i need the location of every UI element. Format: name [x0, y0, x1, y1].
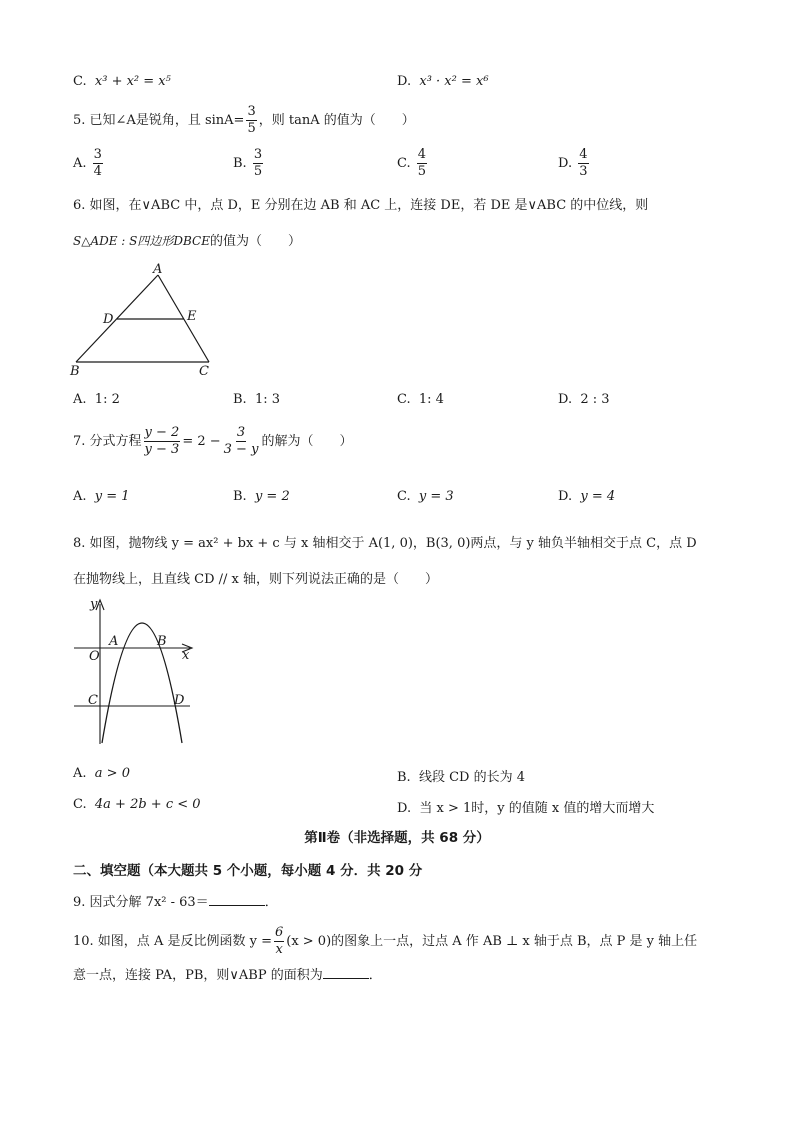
q9-end: ．	[264, 895, 278, 910]
q5-option-c	[397, 147, 429, 180]
option-label: A.	[73, 489, 87, 504]
q5-number: 5.	[73, 113, 86, 128]
option-text: 4a + 2b + c < 0	[94, 797, 201, 812]
denominator: 3	[579, 164, 588, 179]
q7-lhs-fraction	[144, 425, 181, 458]
q9-stem	[73, 891, 278, 910]
q10-stem-line2	[73, 964, 382, 983]
option-label: D.	[558, 392, 573, 407]
option-label: C.	[73, 797, 87, 812]
q10-end: ．	[368, 968, 382, 983]
q9-answer-blank[interactable]	[209, 893, 265, 906]
q7-prefix: 7. 分式方程	[73, 434, 142, 449]
q10-answer-blank[interactable]	[323, 966, 369, 979]
option-text: y = 1	[94, 489, 130, 504]
option-fraction	[93, 147, 103, 180]
section-heading: 二、填空题（本大题共 5 个小题，每小题 4 分．共 20 分	[73, 863, 423, 879]
section-title: 第Ⅱ卷（非选择题，共 68 分）	[304, 830, 490, 846]
label-y: y	[90, 597, 98, 612]
option-label: D.	[397, 74, 412, 89]
option-label: D.	[558, 156, 573, 171]
q7-stem	[73, 425, 352, 458]
option-label: B.	[233, 156, 247, 171]
q5-option-d	[558, 147, 591, 180]
q7-rhs-fraction	[223, 425, 260, 458]
q6-area-ratio: S△ADE : S四边形DBCE	[73, 234, 210, 248]
q6-option-d	[558, 392, 610, 407]
q7-option-d	[558, 489, 615, 504]
numerator: 4	[417, 147, 427, 162]
q5-stem	[73, 104, 415, 137]
label-b: B	[70, 364, 80, 379]
numerator: 6	[274, 925, 284, 940]
option-fraction	[578, 147, 588, 180]
q8-option-b	[397, 766, 525, 785]
q6-triangle-figure	[66, 260, 226, 380]
numerator: 3	[236, 425, 246, 440]
label-c: C	[199, 364, 209, 379]
q6-option-c	[397, 392, 444, 407]
option-label: C.	[397, 392, 411, 407]
option-label: B.	[397, 770, 411, 785]
option-text: 2 : 3	[580, 392, 610, 407]
q10-fraction	[274, 925, 284, 958]
option-label: C.	[397, 156, 411, 171]
q8-stem-line2: 在抛物线上，且直线 CD // x 轴，则下列说法正确的是（ ）	[73, 572, 438, 587]
option-fraction	[253, 147, 263, 180]
q7-mid: = 2 −	[182, 434, 221, 449]
q5-option-a	[73, 147, 105, 180]
q4-option-d	[397, 74, 489, 89]
q7-option-a	[73, 489, 130, 504]
option-text: 线段 CD 的长为 4	[418, 770, 525, 785]
q7-option-b	[233, 489, 290, 504]
q6-option-b	[233, 392, 280, 407]
q5-prefix: 已知∠A是锐角，且 sinA=	[89, 113, 245, 128]
label-c: C	[88, 693, 98, 708]
q8-stem-line1: 8. 如图，抛物线 y = ax² + bx + c 与 x 轴相交于 A(1, 0)，B(3, 0)两点，与 y 轴负半轴相交于点 C，点 D	[73, 536, 697, 551]
option-label: C.	[397, 489, 411, 504]
denominator: 5	[247, 121, 256, 136]
q9-text: 9. 因式分解 7x² - 63＝	[73, 895, 209, 910]
q6-option-a	[73, 392, 120, 407]
option-label: A.	[73, 766, 87, 781]
q8-option-a	[73, 766, 130, 781]
option-label: D.	[397, 801, 412, 816]
label-o: O	[89, 649, 100, 664]
numerator: 3	[247, 104, 256, 119]
q5-option-b	[233, 147, 265, 180]
option-text: a > 0	[94, 766, 130, 781]
q8-parabola-figure	[66, 594, 206, 750]
option-text: y = 4	[580, 489, 616, 504]
option-label: B.	[233, 489, 247, 504]
option-text: 1: 4	[418, 392, 444, 407]
q8-option-c	[73, 797, 201, 812]
option-text: y = 2	[254, 489, 290, 504]
denominator: x	[275, 942, 283, 957]
option-text: 1: 2	[94, 392, 120, 407]
numerator: 4	[579, 147, 588, 162]
option-label: B.	[233, 392, 247, 407]
denominator: 5	[417, 164, 427, 179]
q5-fraction	[246, 104, 256, 137]
q10-line2-text: 意一点，连接 PA，PB，则∨ABP 的面积为	[73, 968, 323, 983]
option-expr: x³ + x² = x⁵	[94, 74, 171, 89]
q6-stem-line2	[73, 230, 301, 249]
option-label: A.	[73, 392, 87, 407]
label-a: A	[153, 262, 163, 277]
numerator: 3	[93, 147, 102, 162]
q7-option-c	[397, 489, 454, 504]
numerator: y − 2	[144, 425, 180, 440]
q7-suffix: 的解为（ ）	[261, 434, 353, 449]
label-b: B	[157, 634, 167, 649]
q6-question: 的值为（ ）	[210, 234, 302, 249]
label-d: D	[103, 312, 114, 327]
option-text: 1: 3	[254, 392, 281, 407]
q8-option-d	[397, 797, 654, 816]
option-text: y = 3	[418, 489, 454, 504]
option-label: C.	[73, 74, 87, 89]
label-d: D	[174, 693, 185, 708]
denominator: 3 − y	[223, 442, 259, 457]
label-e: E	[187, 309, 197, 324]
option-expr: x³ · x² = x⁶	[419, 74, 489, 89]
denominator: y − 3	[144, 442, 180, 457]
q6-stem-line1: 6. 如图，在∨ABC 中，点 D，E 分别在边 AB 和 AC 上，连接 DE，若 DE 是∨ABC 的中位线，则	[73, 198, 649, 213]
q5-suffix: ，则 tanA 的值为（ ）	[258, 113, 415, 128]
q10-suffix: (x > 0)的图象上一点，过点 A 作 AB ⊥ x 轴于点 B，点 P 是 y 轴上任	[286, 934, 698, 949]
q10-stem-line1	[73, 925, 697, 958]
q10-prefix: 10. 如图，点 A 是反比例函数 y =	[73, 934, 272, 949]
label-x: x	[182, 648, 190, 663]
denominator: 5	[253, 164, 263, 179]
denominator: 4	[93, 164, 102, 179]
q4-option-c	[73, 74, 171, 89]
option-label: D.	[558, 489, 573, 504]
option-label: A.	[73, 156, 87, 171]
option-text: 当 x > 1时，y 的值随 x 值的增大而增大	[419, 801, 655, 816]
option-fraction	[417, 147, 427, 180]
numerator: 3	[253, 147, 263, 162]
label-a: A	[109, 634, 119, 649]
